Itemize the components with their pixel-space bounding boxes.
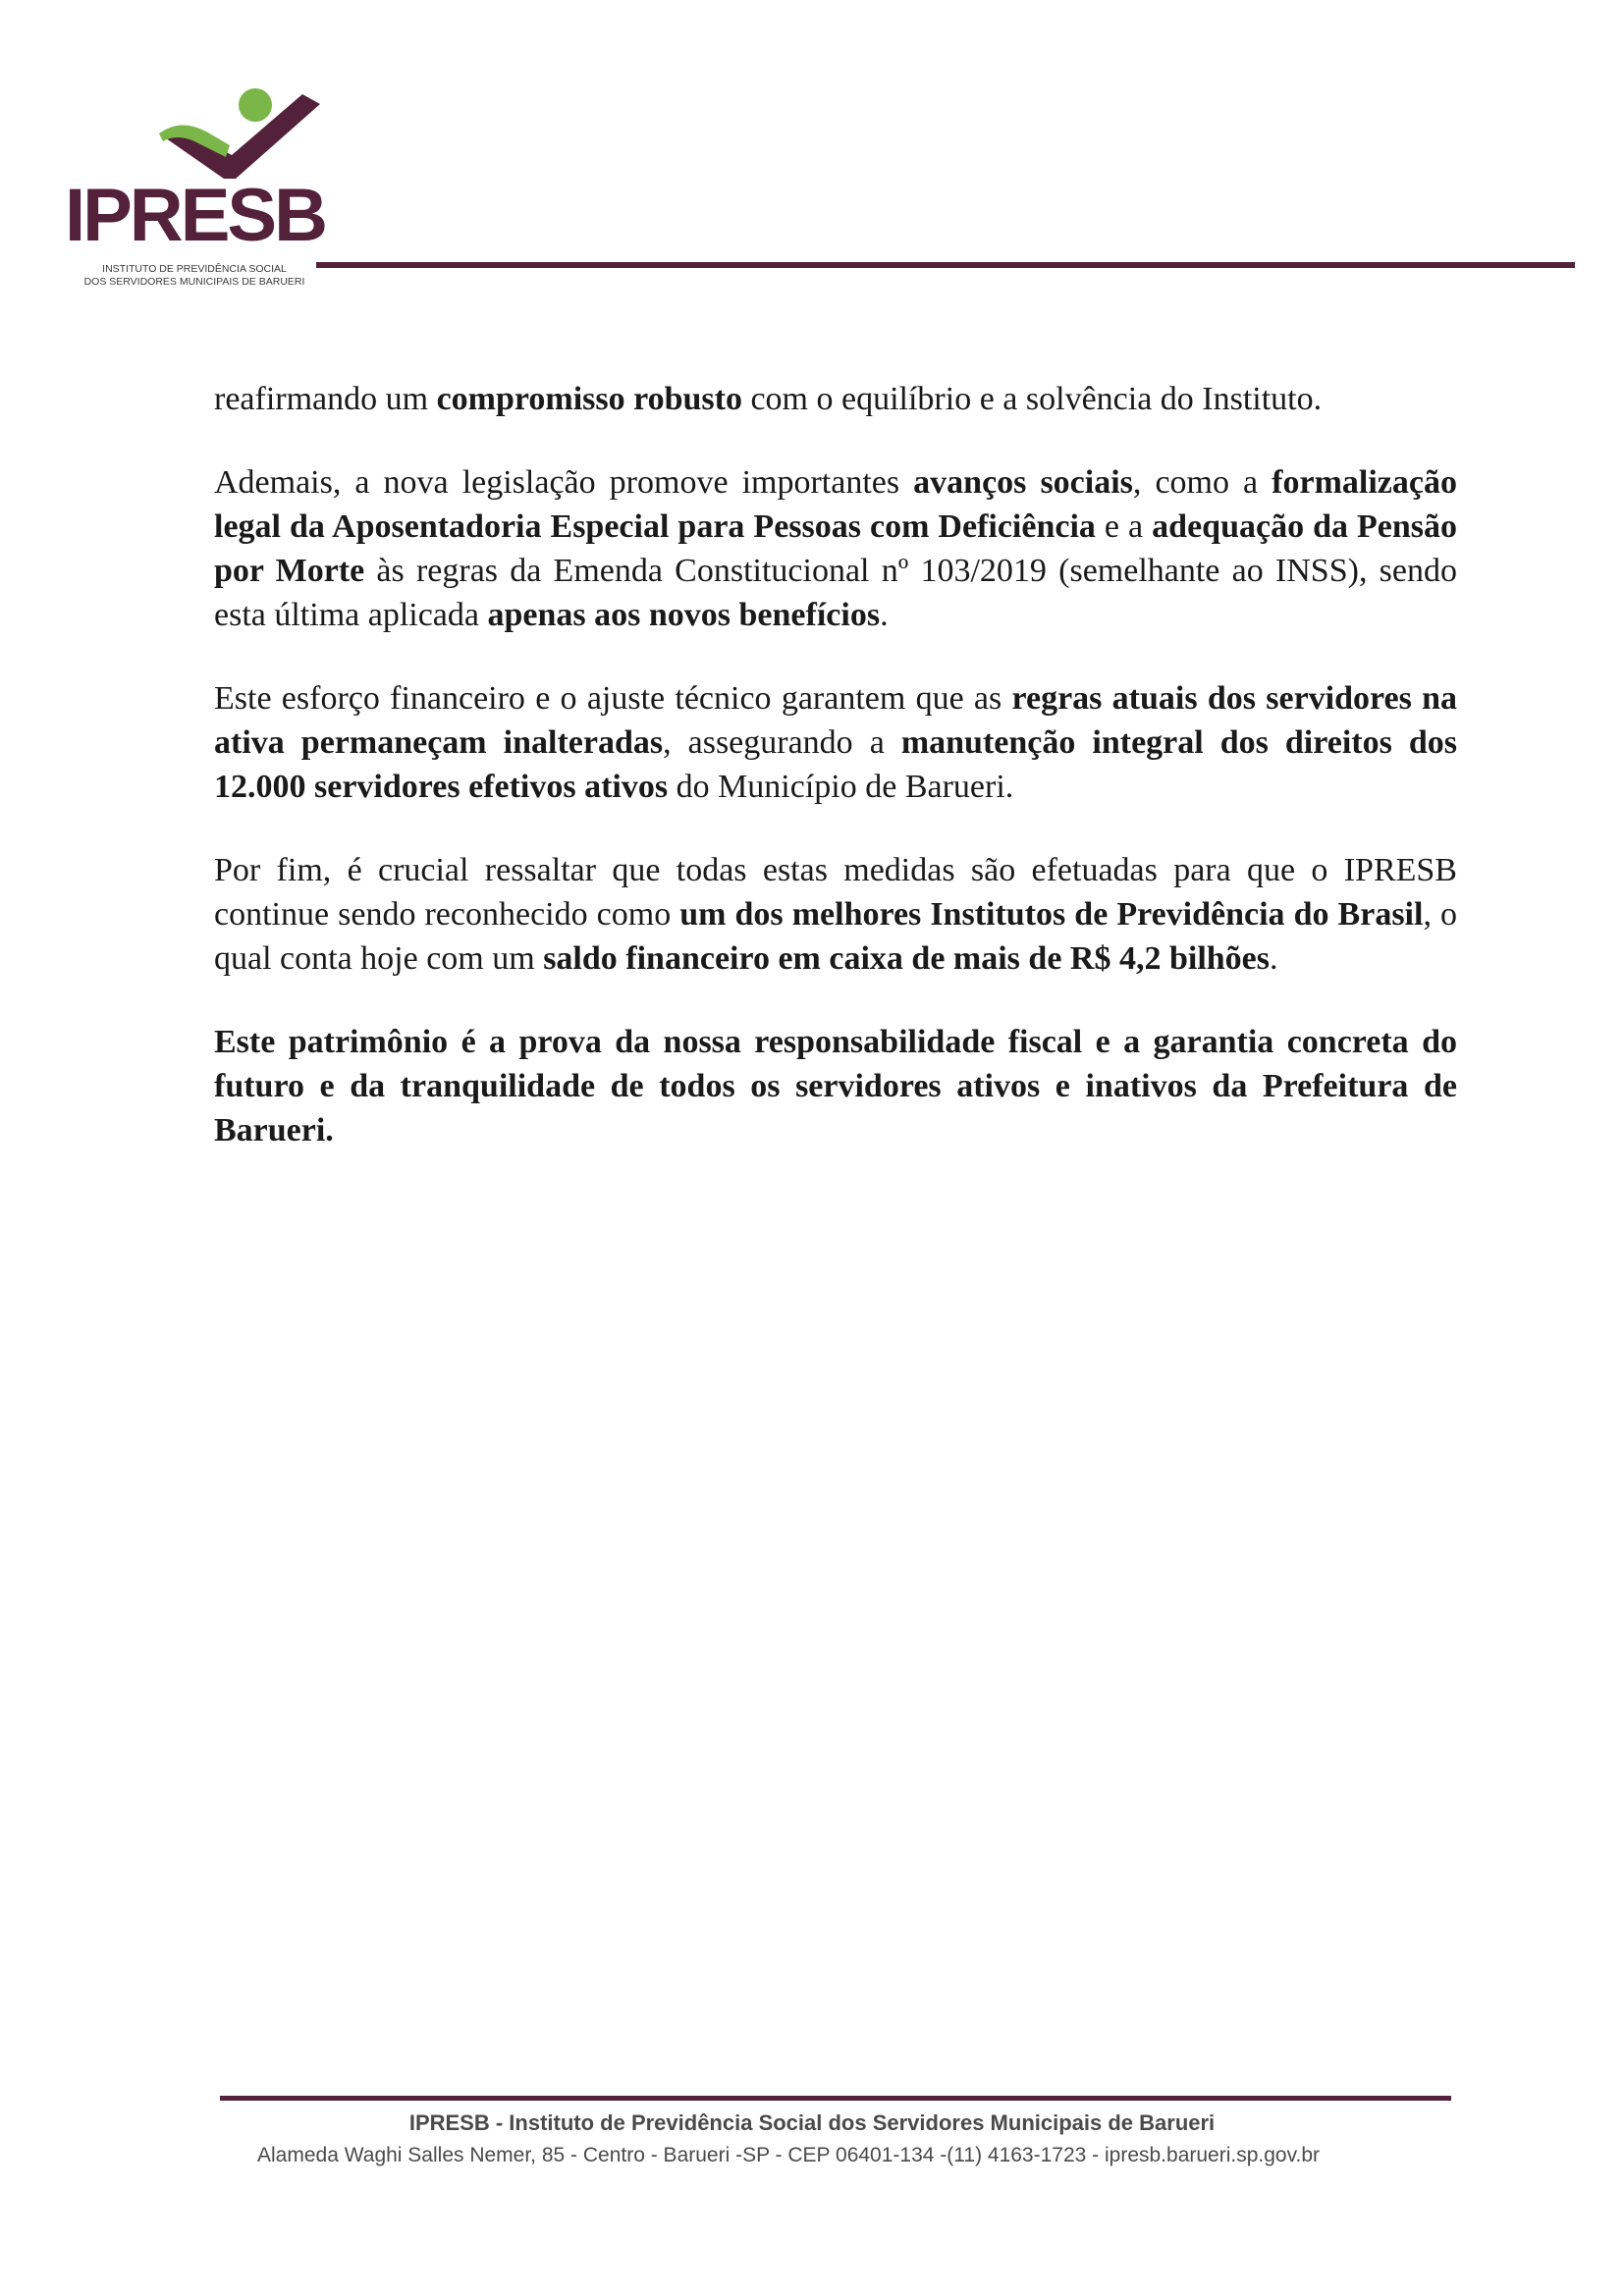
text-run: Por fim, é crucial ressaltar que todas estas medidas são efetuadas para que o IPRESB continue sendo reconhecido como (214, 852, 1457, 933)
text-run: e a (1095, 508, 1153, 545)
paragraph (214, 676, 1457, 809)
header-divider (316, 262, 1575, 268)
text-run: . (1270, 940, 1278, 977)
paragraph (214, 377, 1457, 421)
text-run: com o equilíbrio e a solvência do Instituto. (741, 381, 1323, 417)
bold-text: um dos melhores Institutos de Previdência do Brasil (679, 896, 1424, 933)
bold-text: regras atuais dos servidores na ativa permaneçam inalteradas (214, 680, 1457, 761)
text-run: , assegurando a (663, 724, 901, 761)
paragraph (214, 1020, 1457, 1152)
bold-text: manutenção integral dos direitos dos 12.000 servidores efetivos ativos (214, 724, 1457, 805)
footer-divider (220, 2096, 1451, 2101)
bold-text: compromisso robusto (436, 381, 742, 417)
text-run: Ademais, a nova legislação promove importantes (214, 464, 914, 501)
bold-text: Este patrimônio é a prova da nossa responsabilidade fiscal e a garantia concreta do futuro e da tranquilidade de todos os servidores ativos e inativos da Prefeitura de Barueri. (214, 1024, 1457, 1148)
logo-wordmark: IPRESB (65, 174, 325, 257)
paragraph (214, 848, 1457, 981)
text-run: , o qual conta hoje com um (214, 896, 1457, 977)
text-run: Este esforço financeiro e o ajuste técnico garantem que as (214, 680, 1012, 717)
document-body (214, 377, 1457, 1192)
logo-subtitle-line2: DOS SERVIDORES MUNICIPAIS DE BARUERI (83, 276, 305, 288)
text-run: reafirmando um (214, 381, 437, 417)
bold-text: formalização legal da Aposentadoria Especial para Pessoas com Deficiência (214, 464, 1457, 545)
bold-text: apenas aos novos benefícios (487, 597, 881, 633)
paragraph (214, 460, 1457, 637)
ipresb-logo-mark-icon (141, 82, 338, 181)
text-run: , como a (1132, 464, 1272, 501)
bold-text: adequação da Pensão por Morte (214, 508, 1458, 589)
text-run: . (880, 597, 889, 633)
footer-address: Alameda Waghi Salles Nemer, 85 - Centro - Barueri -SP - CEP 06401-134 -(11) 4163-1723 - ipresb.barueri.sp.gov.br (257, 2144, 1321, 2166)
text-run: às regras da Emenda Constitucional nº 103/2019 (semelhante ao INSS), sendo esta última aplicada (214, 553, 1457, 633)
bold-text: saldo financeiro em caixa de mais de R$ 4,2 bilhões (543, 940, 1271, 977)
footer-institution-name: IPRESB - Instituto de Previdência Social dos Servidores Municipais de Barueri (408, 2110, 1216, 2135)
text-run: do Município de Barueri. (668, 769, 1014, 805)
bold-text: avanços sociais (913, 464, 1133, 501)
ipresb-logo (65, 82, 330, 288)
logo-subtitle-line1: INSTITUTO DE PREVIDÊNCIA SOCIAL (102, 263, 287, 275)
